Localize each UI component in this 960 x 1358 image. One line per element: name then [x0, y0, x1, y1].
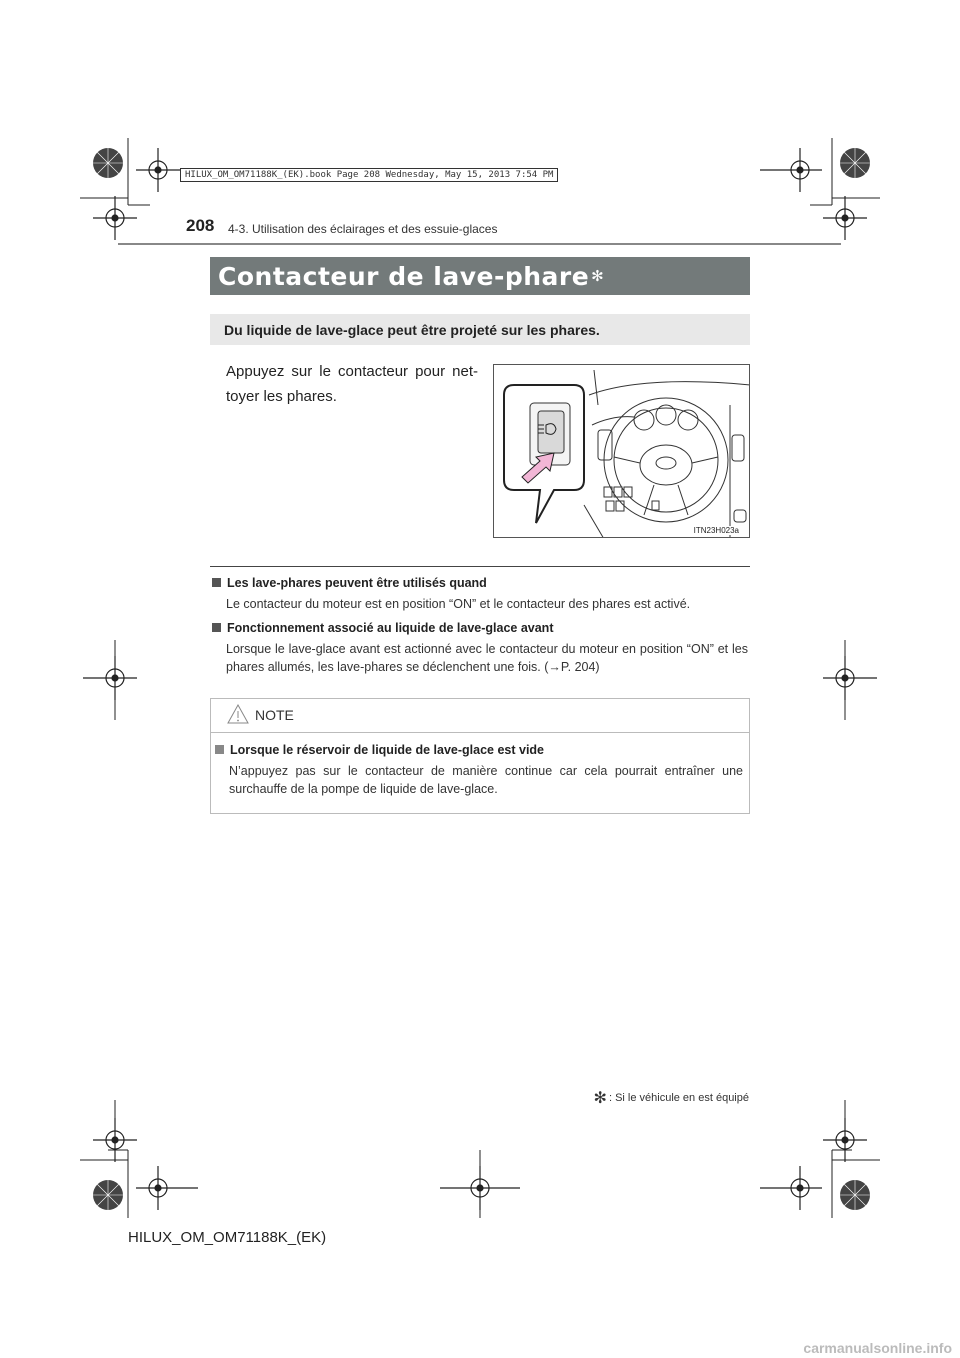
model-code: HILUX_OM_OM71188K_(EK)	[128, 1229, 327, 1246]
square-bullet-icon	[215, 745, 224, 754]
info-item	[212, 621, 748, 676]
headlight-cleaner-switch-illustration	[494, 365, 750, 538]
figure-code: ITN23H023a	[693, 526, 739, 535]
intro-bar: Du liquide de lave-glace peut être projeté sur les phares.	[210, 314, 750, 345]
square-bullet-icon	[212, 623, 221, 632]
info-heading: Fonctionnement associé au liquide de lave-glace avant	[212, 621, 748, 635]
footnote-text: : Si le véhicule en est équipé	[608, 1092, 749, 1104]
footnote	[594, 1088, 749, 1108]
body-paragraph: Appuyez sur le contacteur pour net-toyer les phares.	[226, 363, 478, 405]
page-number: 208	[186, 216, 215, 235]
file-stamp: HILUX_OM_OM71188K_(EK).book Page 208 Wednesday, May 15, 2013 7:54 PM	[180, 168, 558, 182]
note-text: N’appuyez pas sur le contacteur de manière continue car cela pourrait entraîner une surchauffe de la pompe de liquide de lave-glace.	[229, 764, 743, 796]
note-item	[215, 743, 743, 798]
section-title: Contacteur de lave-phare	[218, 261, 590, 291]
section-title-bar	[210, 257, 750, 295]
dashboard-illustration	[493, 364, 750, 538]
section-divider	[210, 566, 750, 567]
warning-triangle-icon	[227, 704, 249, 724]
note-header	[211, 699, 749, 733]
info-text: Le contacteur du moteur est en position “ON” et le contacteur des phares est activé.	[226, 597, 691, 611]
square-bullet-icon	[212, 578, 221, 587]
info-item	[212, 576, 748, 613]
footnote-marker: ✻	[593, 1090, 607, 1107]
info-heading: Les lave-phares peuvent être utilisés quand	[212, 576, 748, 590]
note-heading: Lorsque le réservoir de liquide de lave-glace est vide	[215, 743, 743, 757]
note-label: NOTE	[255, 707, 294, 723]
watermark: carmanualsonline.info	[803, 1340, 952, 1356]
chapter-heading: 4-3. Utilisation des éclairages et des essuie-glaces	[228, 222, 498, 236]
info-text: Lorsque le lave-glace avant est actionné avec le contacteur du moteur en position “ON” et les phares allumés, les lave-phares se déclenchent une fois. (→P. 204)	[226, 642, 748, 674]
header-rule	[118, 243, 841, 245]
optional-equipment-marker: ✻	[591, 268, 604, 285]
note-box	[210, 698, 750, 814]
